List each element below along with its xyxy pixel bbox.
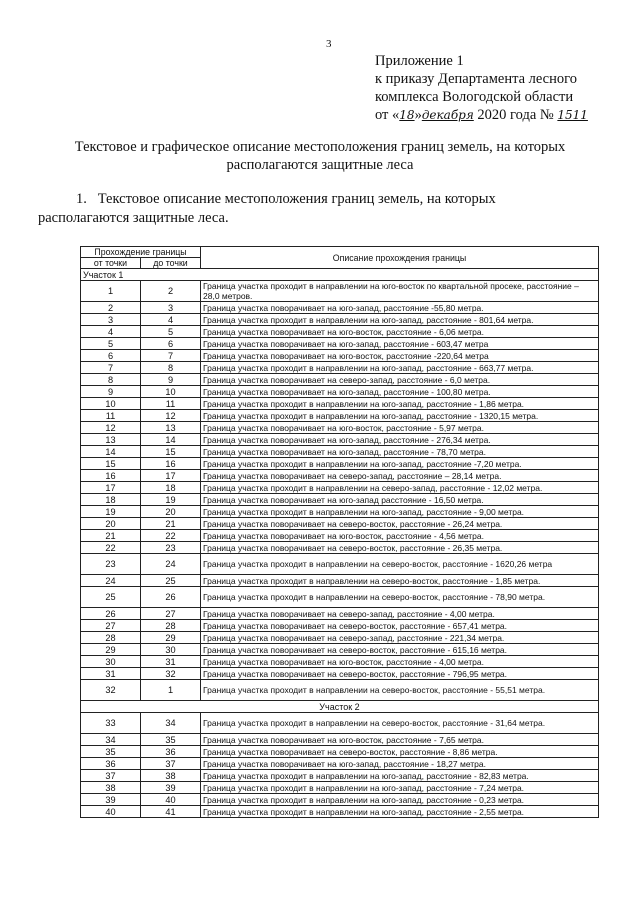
to-point: 21 [141,518,201,530]
to-point: 13 [141,422,201,434]
section-text-continued: располагаются защитные леса. [38,210,229,226]
to-point: 22 [141,530,201,542]
table-row [81,575,599,587]
from-point: 15 [81,458,141,470]
boundary-description: Граница участка проходит в направлении на юго-запад, расстояние - 0,23 метра. [201,794,599,806]
table-row [81,326,599,338]
boundary-table [80,246,599,818]
table-row [81,794,599,806]
from-point: 5 [81,338,141,350]
to-point: 15 [141,446,201,458]
to-point: 1 [141,680,201,701]
from-point: 22 [81,542,141,554]
from-point: 29 [81,644,141,656]
boundary-description: Граница участка поворачивает на юго-запад, расстояние - 78,70 метра. [201,446,599,458]
table-row [81,281,599,302]
to-point: 38 [141,770,201,782]
boundary-description: Граница участка поворачивает на северо-запад, расстояние – 28,14 метра. [201,470,599,482]
table-row [81,782,599,794]
table-row [81,746,599,758]
boundary-description: Граница участка проходит в направлении на северо-запад, расстояние - 12,02 метра. [201,482,599,494]
from-point: 34 [81,734,141,746]
table-row [81,632,599,644]
handwritten-month: декабря [421,108,474,122]
from-point: 19 [81,506,141,518]
table-row [81,680,599,701]
to-point: 8 [141,362,201,374]
boundary-description: Граница участка поворачивает на юго-восток, расстояние - 5,97 метра. [201,422,599,434]
table-row [81,758,599,770]
from-point: 35 [81,746,141,758]
table-row [81,494,599,506]
boundary-description: Граница участка поворачивает на юго-восток, расстояние - 4,56 метра. [201,530,599,542]
to-point: 37 [141,758,201,770]
to-point: 40 [141,794,201,806]
to-point: 10 [141,386,201,398]
to-point: 5 [141,326,201,338]
boundary-description: Граница участка поворачивает на северо-восток, расстояние - 26,35 метра. [201,542,599,554]
from-point: 24 [81,575,141,587]
to-point: 28 [141,620,201,632]
table-row [81,806,599,818]
boundary-description: Граница участка проходит в направлении на юго-запад, расстояние - 801,64 метра. [201,314,599,326]
from-point: 28 [81,632,141,644]
appendix-title: Приложение 1 [375,53,464,69]
boundary-description: Граница участка поворачивает на юго-запад расстояние - 16,50 метра. [201,494,599,506]
to-point: 18 [141,482,201,494]
to-point: 30 [141,644,201,656]
table-row [81,410,599,422]
boundary-description: Граница участка поворачивает на юго-запад, расстояние - 18,27 метра. [201,758,599,770]
boundary-description: Граница участка проходит в направлении на северо-восток, расстояние - 1620,26 метра [201,554,599,575]
appendix-date-line [375,106,588,124]
table-row [81,620,599,632]
boundary-description: Граница участка поворачивает на юго-запад, расстояние -55,80 метра. [201,302,599,314]
to-point: 9 [141,374,201,386]
table-row [81,458,599,470]
from-point: 36 [81,758,141,770]
to-point: 14 [141,434,201,446]
table-row [81,470,599,482]
boundary-description: Граница участка проходит в направлении на юго-запад, расстояние -7,20 метра. [201,458,599,470]
boundary-description: Граница участка поворачивает на северо-запад, расстояние - 221,34 метра. [201,632,599,644]
from-point: 8 [81,374,141,386]
to-point: 27 [141,608,201,620]
table-row [81,668,599,680]
to-point: 20 [141,506,201,518]
to-point: 41 [141,806,201,818]
boundary-description: Граница участка поворачивает на северо-восток, расстояние - 615,16 метра. [201,644,599,656]
appendix-order-line: к приказу Департамента лесного [375,71,577,87]
from-point: 31 [81,668,141,680]
from-point: 23 [81,554,141,575]
to-point: 6 [141,338,201,350]
boundary-description: Граница участка проходит в направлении на северо-восток, расстояние - 1,85 метра. [201,575,599,587]
boundary-description: Граница участка поворачивает на юго-запад, расстояние - 276,34 метра. [201,434,599,446]
table-row [81,608,599,620]
boundary-description: Граница участка поворачивает на северо-восток, расстояние - 796,95 метра. [201,668,599,680]
boundary-description: Граница участка поворачивает на северо-восток, расстояние - 26,24 метра. [201,518,599,530]
from-point: 12 [81,422,141,434]
to-point: 35 [141,734,201,746]
boundary-description: Граница участка проходит в направлении на юго-запад, расстояние - 1,86 метра. [201,398,599,410]
table-row [81,656,599,668]
section-row-1 [81,269,599,281]
from-point: 16 [81,470,141,482]
to-point: 39 [141,782,201,794]
header-from: от точки [81,258,141,269]
from-point: 6 [81,350,141,362]
boundary-description: Граница участка поворачивает на северо-восток, расстояние - 657,41 метра. [201,620,599,632]
header-group: Прохождение границы [81,247,201,258]
boundary-description: Граница участка поворачивает на северо-запад, расстояние - 4,00 метра. [201,608,599,620]
to-point: 12 [141,410,201,422]
boundary-description: Граница участка поворачивает на юго-восток, расстояние - 6,06 метра. [201,326,599,338]
to-point: 23 [141,542,201,554]
from-point: 7 [81,362,141,374]
table-row [81,542,599,554]
from-point: 40 [81,806,141,818]
boundary-description: Граница участка проходит в направлении на юго-запад, расстояние - 7,24 метра. [201,782,599,794]
boundary-description: Граница участка проходит в направлении на юго-восток по квартальной просеке, расстояние – 28,0 метров. [201,281,599,302]
to-point: 2 [141,281,201,302]
header-description: Описание прохождения границы [201,247,599,269]
table-row [81,713,599,734]
to-point: 24 [141,554,201,575]
handwritten-day: 18 [399,108,415,122]
table-row [81,734,599,746]
table-body [81,269,599,818]
boundary-description: Граница участка проходит в направлении на северо-восток, расстояние - 31,64 метра. [201,713,599,734]
boundary-description: Граница участка проходит в направлении на северо-восток, расстояние - 55,51 метра. [201,680,599,701]
boundary-description: Граница участка проходит в направлении на юго-запад, расстояние - 9,00 метра. [201,506,599,518]
from-point: 9 [81,386,141,398]
from-point: 14 [81,446,141,458]
from-point: 17 [81,482,141,494]
appendix-department-line: комплекса Вологодской области [375,89,574,105]
table-row [81,530,599,542]
boundary-description: Граница участка поворачивает на юго-запад, расстояние - 100,80 метра. [201,386,599,398]
appendix-block [375,52,588,124]
to-point: 29 [141,632,201,644]
from-point: 37 [81,770,141,782]
date-prefix: от « [375,107,400,123]
boundary-description: Граница участка проходит в направлении на юго-запад, расстояние - 1320,15 метра. [201,410,599,422]
date-year: 2020 года № [473,107,558,123]
to-point: 36 [141,746,201,758]
from-point: 30 [81,656,141,668]
from-point: 32 [81,680,141,701]
table-row [81,302,599,314]
to-point: 26 [141,587,201,608]
boundary-description: Граница участка проходит в направлении на юго-запад, расстояние - 663,77 метра. [201,362,599,374]
from-point: 27 [81,620,141,632]
from-point: 33 [81,713,141,734]
table-row [81,422,599,434]
document-heading: Текстовое и графическое описание местоположения границ земель, на которых располагаются защитные леса [74,139,566,173]
to-point: 34 [141,713,201,734]
boundary-description: Граница участка проходит в направлении на северо-восток, расстояние - 78,90 метра. [201,587,599,608]
table-row [81,338,599,350]
page-number: 3 [326,38,332,50]
to-point: 25 [141,575,201,587]
table-row [81,518,599,530]
from-point: 18 [81,494,141,506]
from-point: 25 [81,587,141,608]
section-number: 1. [76,191,87,207]
boundary-description: Граница участка поворачивает на юго-восток, расстояние - 4,00 метра. [201,656,599,668]
boundary-description: Граница участка поворачивает на юго-запад, расстояние - 603,47 метра [201,338,599,350]
from-point: 38 [81,782,141,794]
boundary-description: Граница участка поворачивает на северо-восток, расстояние - 8,86 метра. [201,746,599,758]
from-point: 3 [81,314,141,326]
boundary-description: Граница участка поворачивает на северо-запад, расстояние - 6,0 метра. [201,374,599,386]
section-label: Участок 1 [81,269,599,281]
table-row [81,362,599,374]
to-point: 32 [141,668,201,680]
to-point: 3 [141,302,201,314]
to-point: 7 [141,350,201,362]
from-point: 10 [81,398,141,410]
table-row [81,482,599,494]
table-row [81,314,599,326]
table-row [81,587,599,608]
from-point: 1 [81,281,141,302]
to-point: 17 [141,470,201,482]
from-point: 4 [81,326,141,338]
table-row [81,554,599,575]
to-point: 16 [141,458,201,470]
table-row [81,350,599,362]
to-point: 19 [141,494,201,506]
to-point: 31 [141,656,201,668]
boundary-description: Граница участка проходит в направлении на юго-запад, расстояние - 2,55 метра. [201,806,599,818]
table-row [81,398,599,410]
from-point: 13 [81,434,141,446]
table-row [81,386,599,398]
section-1-title [38,190,596,228]
handwritten-order-number: 1511 [557,108,588,122]
from-point: 39 [81,794,141,806]
to-point: 4 [141,314,201,326]
table-row [81,506,599,518]
table-row [81,644,599,656]
section-label: Участок 2 [81,701,599,713]
boundary-description: Граница участка проходит в направлении на юго-запад, расстояние - 82,83 метра. [201,770,599,782]
table-row [81,374,599,386]
header-to: до точки [141,258,201,269]
from-point: 11 [81,410,141,422]
table-row [81,434,599,446]
date-mid: » [414,107,422,123]
table-row [81,770,599,782]
table-row [81,446,599,458]
to-point: 11 [141,398,201,410]
boundary-description: Граница участка поворачивает на юго-восток, расстояние - 7,65 метра. [201,734,599,746]
section-text: Текстовое описание местоположения границ земель, на которых [97,191,496,207]
section-row-2 [81,701,599,713]
from-point: 2 [81,302,141,314]
boundary-description: Граница участка поворачивает на юго-восток, расстояние -220,64 метра [201,350,599,362]
from-point: 26 [81,608,141,620]
from-point: 21 [81,530,141,542]
from-point: 20 [81,518,141,530]
